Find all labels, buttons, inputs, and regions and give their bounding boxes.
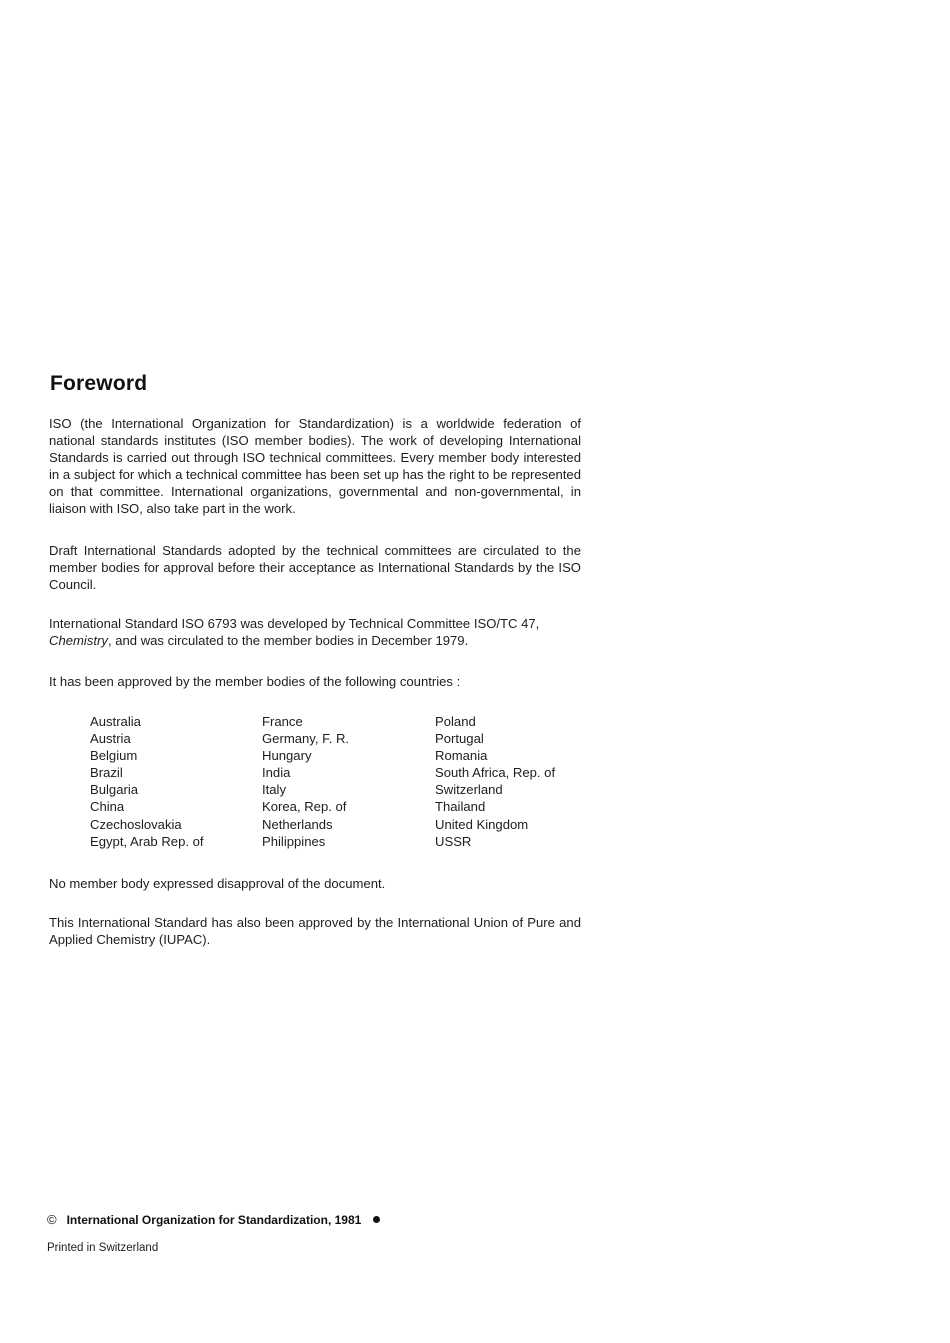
country-item: United Kingdom (435, 816, 529, 832)
country-item: South Africa, Rep. of (435, 765, 556, 781)
printed-location: Printed in Switzerland (47, 1242, 159, 1254)
page-title: Foreword (50, 372, 148, 395)
country-item: India (262, 765, 291, 781)
country-item: Korea, Rep. of (262, 799, 347, 815)
country-column-1 (90, 713, 204, 850)
bullet-icon (373, 1216, 380, 1223)
country-item: Austria (90, 731, 131, 747)
country-item: Brazil (90, 765, 123, 781)
country-item: Belgium (90, 748, 138, 764)
foreword-paragraph-approval-intro: It has been approved by the member bodies of the following countries : (49, 674, 461, 689)
country-item: Portugal (435, 731, 484, 747)
copyright-line (47, 1212, 380, 1227)
country-item: Czechoslovakia (90, 816, 182, 832)
country-item: Germany, F. R. (262, 731, 350, 747)
country-item: France (262, 714, 303, 729)
copyright-icon: © (47, 1212, 57, 1227)
foreword-paragraph-draft-standards: Draft International Standards adopted by the technical committees are circulated to the member bodies for approval before their acceptance as International Standards by the ISO Council. (49, 543, 581, 593)
foreword-paragraph-no-disapproval: No member body expressed disapproval of the document. (49, 876, 386, 891)
country-item: Egypt, Arab Rep. of (90, 833, 204, 849)
country-item: China (90, 799, 125, 815)
development-text-end: , and was circulated to the member bodies in December 1979. (107, 633, 469, 649)
copyright-text: International Organization for Standardization, 1981 (66, 1213, 362, 1227)
country-item: Hungary (262, 748, 312, 764)
foreword-paragraph-development (49, 615, 581, 649)
country-column-3 (435, 713, 555, 850)
country-item: Australia (90, 714, 141, 729)
country-item: Romania (435, 748, 488, 764)
foreword-paragraph-iso-intro: ISO (the International Organization for Standardization) is a worldwide federation of national standards institutes (ISO member bodies). The work of developing International Standards is carried out through ISO technical committees. Every member body interested in a subject for which a technical committee has been set up has the right to be represented on that committee. International organizations, governmental and non-governmental, in liaison with ISO, also take part in the work. (49, 416, 581, 517)
country-column-2 (262, 713, 349, 850)
country-item: Thailand (435, 799, 486, 815)
foreword-paragraph-iupac: This International Standard has also been approved by the International Union of Pure and Applied Chemistry (IUPAC). (49, 915, 581, 948)
country-item: Poland (435, 714, 476, 729)
country-item: Switzerland (435, 782, 503, 798)
country-item: Philippines (262, 833, 326, 849)
committee-name: Chemistry (49, 633, 108, 649)
country-item: USSR (435, 833, 472, 849)
country-item: Netherlands (262, 816, 333, 832)
country-item: Italy (262, 782, 287, 798)
development-text-start: International Standard ISO 6793 was developed by Technical Committee ISO/TC 47, (49, 616, 540, 631)
country-item: Bulgaria (90, 782, 139, 798)
